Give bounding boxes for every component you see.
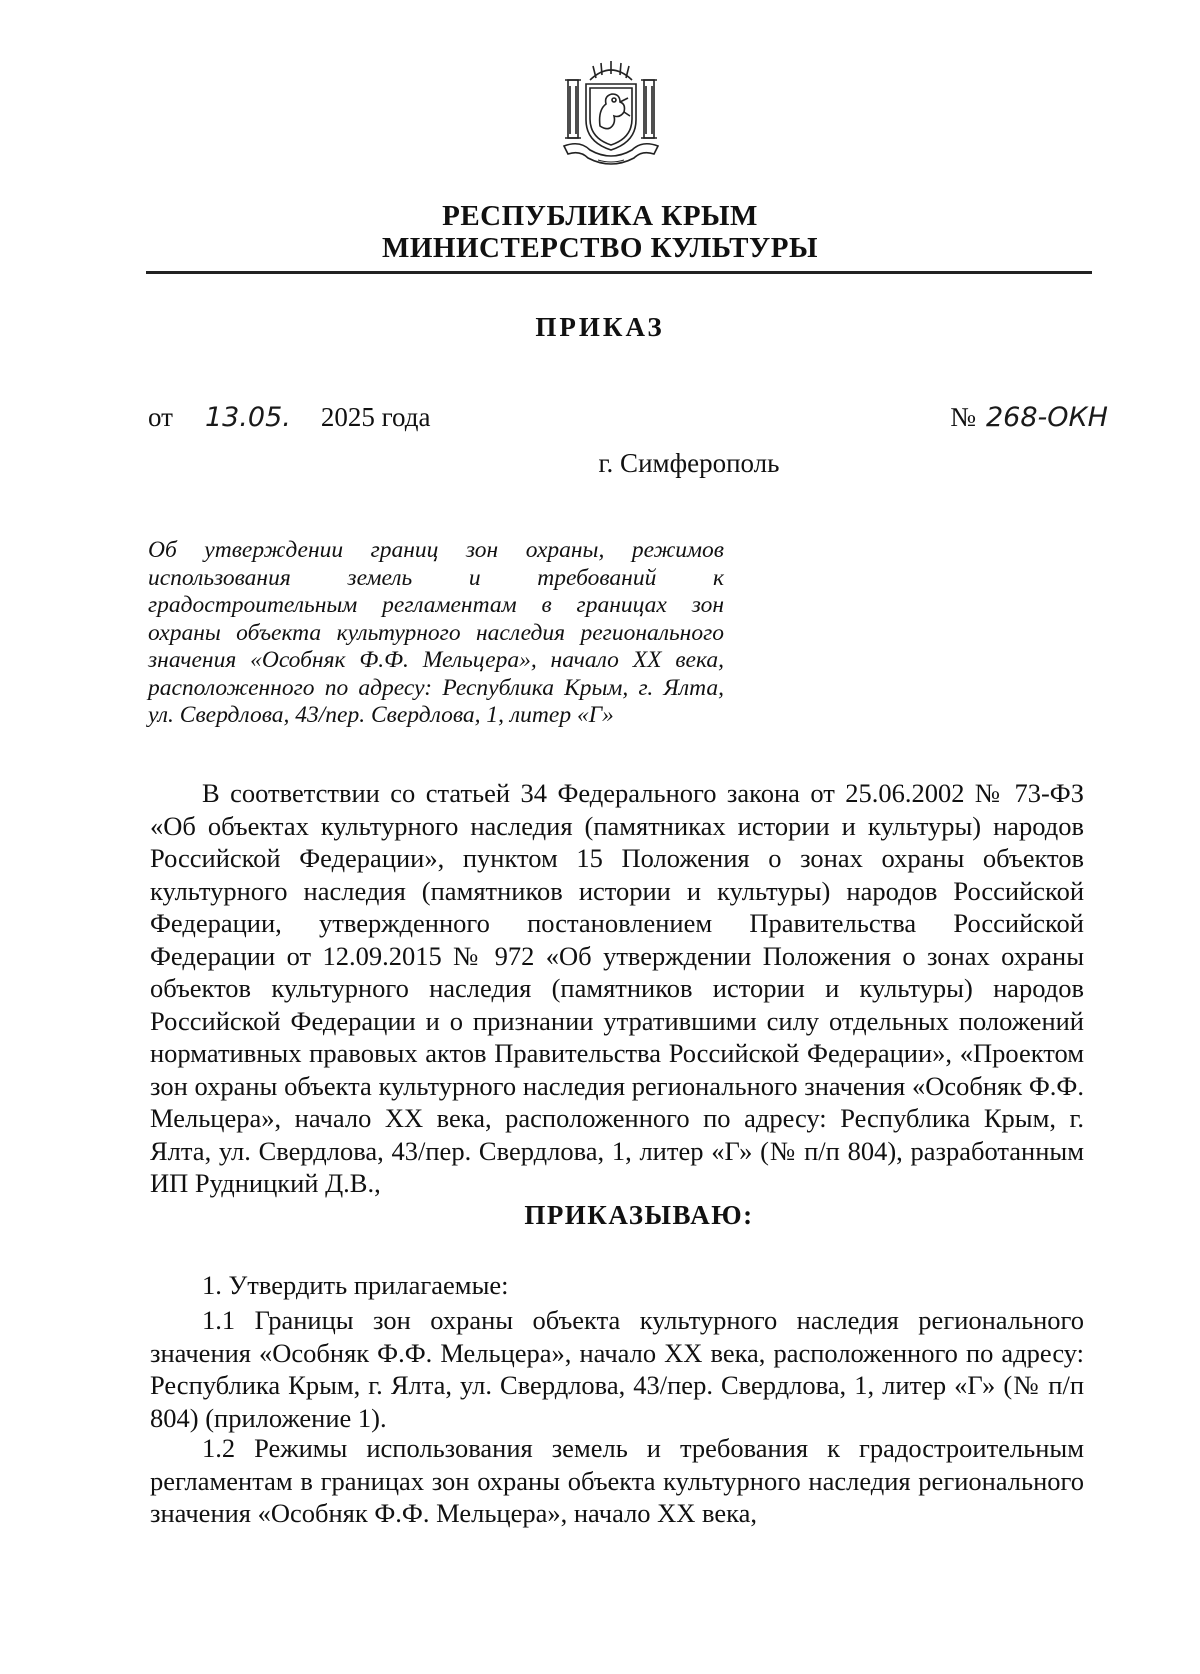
document-subject: Об утверждении границ зон охраны, режимов использования земель и требований к градостроительным регламентам в границах зон охраны объекта культурного наследия регионального значения «Особняк Ф.Ф. Мельцера», начало XX века, расположенного по адресу: Республика Крым, г. Ялта, ул. Свердлова, 43/пер. Свердлова, 1, литер «Г» [148, 537, 724, 728]
handwritten-date: 13.05. [204, 402, 291, 433]
handwritten-number: 268-ОКН [985, 402, 1108, 433]
document-date [148, 402, 430, 433]
order-heading: ПРИКАЗЫВАЮ: [524, 1200, 754, 1230]
org-region: РЕСПУБЛИКА КРЫМ [442, 200, 758, 232]
org-ministry: МИНИСТЕРСТВО КУЛЬТУРЫ [382, 232, 818, 264]
document-type-title: ПРИКАЗ [535, 312, 665, 342]
date-prefix: от [148, 402, 173, 432]
preamble-paragraph: В соответствии со статьей 34 Федерального закона от 25.06.2002 № 73-ФЗ «Об объектах культурного наследия (памятниках истории и культуры) народов Российской Федерации», пунктом 15 Положения о зонах охраны объектов культурного наследия (памятников истории и культуры) народов Российской Федерации, утвержденного постановлением Правительства Российской Федерации от 12.09.2015 № 972 «Об утверждении Положения о зонах охраны объектов культурного наследия (памятников истории и культуры) народов Российской Федерации и о признании утратившими силу отдельных положений нормативных правовых актов Правительства Российской Федерации», «Проектом зон охраны объекта культурного наследия регионального значения «Особняк Ф.Ф. Мельцера», начало XX века, расположенного по адресу: Республика Крым, г. Ялта, ул. Свердлова, 43/пер. Свердлова, 1, литер «Г» (№ п/п 804), разработанным ИП Рудницкий Д.В., [150, 778, 1084, 1198]
order-item-1: 1. Утвердить прилагаемые: [202, 1270, 509, 1300]
order-item-1-1: 1.1 Границы зон охраны объекта культурного наследия регионального значения «Особняк Ф.Ф. Мельцера», начало XX века, расположенного по адресу: Республика Крым, г. Ялта, ул. Свердлова, 43/пер. Свердлова, 1, литер «Г» (№ п/п 804) (приложение 1). [150, 1305, 1084, 1433]
date-year: 2025 года [320, 402, 431, 432]
order-item-1-2: 1.2 Режимы использования земель и требования к градостроительным регламентам в границах зон охраны объекта культурного наследия регионального значения «Особняк Ф.Ф. Мельцера», начало XX века, [150, 1433, 1084, 1528]
document-city: г. Симферополь [598, 448, 780, 478]
document-number [950, 402, 1108, 433]
number-sign: № [950, 402, 976, 432]
header-divider [146, 271, 1092, 274]
coat-of-arms-emblem [560, 58, 662, 168]
